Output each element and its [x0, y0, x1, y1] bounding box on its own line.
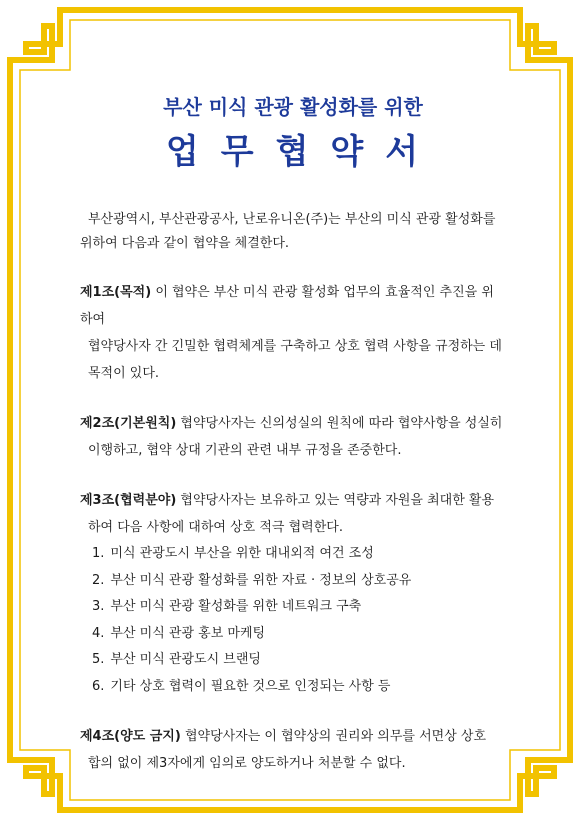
- list-item: [80, 674, 506, 701]
- list-item-text: 기타 상호 협력이 필요한 것으로 인정되는 사항 등: [110, 678, 391, 694]
- article-heading: 제1조(목적): [80, 285, 152, 300]
- article-text: 이행하고, 협약 상대 기관의 관련 내부 규정을 존중한다.: [88, 443, 402, 458]
- list-item-text: 부산 미식 관광도시 브랜딩: [110, 652, 261, 667]
- list-item-number: 2.: [92, 572, 105, 588]
- list-item-text: 부산 미식 관광 활성화를 위한 자료 · 정보의 상호공유: [110, 572, 412, 588]
- article-heading: 제4조(양도 금지): [80, 729, 181, 744]
- list-item-number: 1.: [92, 546, 105, 561]
- list-item-text: 부산 미식 관광 활성화를 위한 네트워크 구축: [110, 599, 362, 614]
- title-line-1: 부산 미식 관광 활성화를 위한: [163, 95, 423, 119]
- intro-paragraph: 부산광역시, 부산관광공사, 난로유니온(주)는 부산의 미식 관광 활성화를 위하여 다음과 같이 협약을 체결한다.: [80, 212, 496, 251]
- article-text: 이 협약은 부산 미식 관광 활성화 업무의 효율적인 추진을 위하여: [80, 285, 494, 327]
- article-heading: 제3조(협력분야): [80, 493, 177, 508]
- article-text: 협약당사자는 신의성실의 원칙에 따라 협약사항을 성실히: [180, 416, 503, 431]
- list-item-number: 3.: [92, 599, 105, 614]
- list-item-text: 부산 미식 관광 홍보 마케팅: [110, 625, 266, 641]
- article-text: 하여 다음 사항에 대하여 상호 적극 협력한다.: [88, 520, 343, 535]
- article-text: 협약당사자 간 긴밀한 협력체계를 구축하고 상호 협력 사항을 규정하는 데: [88, 339, 502, 354]
- list-item: [80, 568, 506, 595]
- list-item-number: 4.: [92, 625, 105, 641]
- article-text: 협약당사자는 이 협약상의 권리와 의무를 서면상 상호: [184, 729, 487, 744]
- article-text: 합의 없이 제3자에게 임의로 양도하거나 처분할 수 없다.: [88, 756, 406, 771]
- title-line-2: 업무협약서: [165, 132, 441, 172]
- cooperation-list: [80, 541, 506, 700]
- list-item: [80, 647, 506, 674]
- list-item: [80, 594, 506, 621]
- article-1: [80, 279, 506, 387]
- article-heading: 제2조(기본원칙): [80, 416, 177, 431]
- article-2: [80, 410, 506, 464]
- article-text: 목적이 있다.: [88, 366, 160, 381]
- document-body: [80, 92, 506, 777]
- list-item-number: 5.: [92, 652, 105, 667]
- list-item-text: 미식 관광도시 부산을 위한 대내외적 여건 조성: [110, 546, 374, 561]
- article-3: [80, 487, 506, 700]
- article-4: [80, 723, 506, 777]
- list-item: [80, 541, 506, 568]
- list-item-number: 6.: [92, 678, 105, 694]
- list-item: [80, 621, 506, 648]
- article-text: 협약당사자는 보유하고 있는 역량과 자원을 최대한 활용: [180, 493, 495, 508]
